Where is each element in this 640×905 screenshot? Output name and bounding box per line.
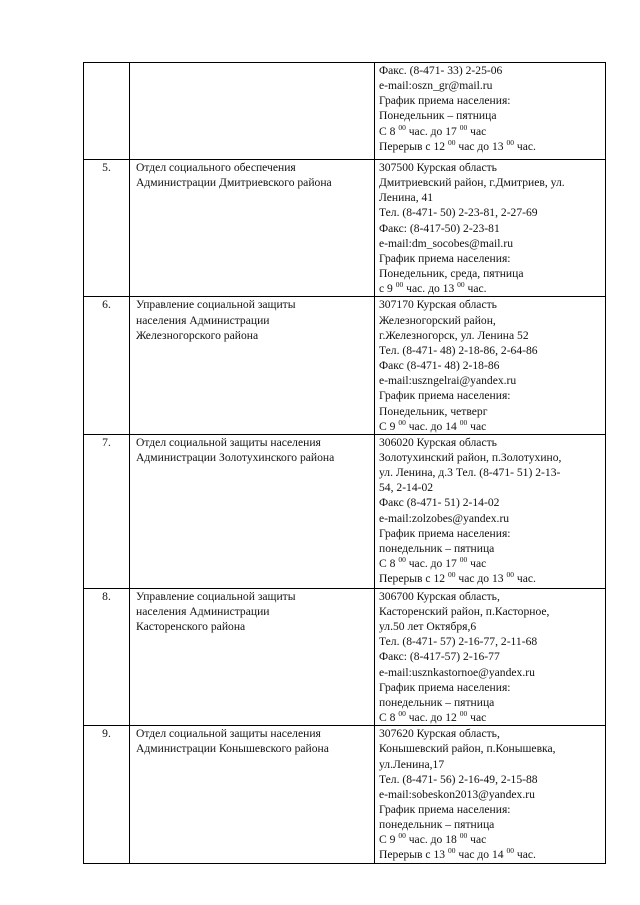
offices-table-body (84, 63, 606, 864)
superscript-minutes: 00 (447, 570, 456, 580)
superscript-minutes: 00 (398, 555, 406, 565)
contact-line: e-mail:usznkastornoe@yandex.ru (379, 665, 535, 679)
table-row (84, 588, 606, 725)
contact-line: с 9 $^{00}$ час. до 13 $^{00}$ час. (379, 280, 487, 296)
contact-line: С 8 $^{00}$ час. до 17 $^{00}$ час (379, 122, 487, 138)
organization-line: Отдел социальной защиты населения (136, 727, 321, 741)
contact-line: График приема населения: (379, 803, 511, 816)
row-number-cell: 5. (84, 160, 130, 297)
contact-line: понедельник – пятница (379, 818, 495, 832)
contact-line: Факс (8-471- 51) 2-14-02 (379, 496, 500, 510)
table-row (84, 434, 606, 588)
contact-line: г.Железногорск, ул. Ленина 52 (379, 328, 529, 342)
contact-line: Факс: (8-417-57) 2-16-77 (379, 650, 500, 664)
contact-line: Тел. (8-471- 50) 2-23-81, 2-27-69 (379, 206, 538, 220)
offices-table (83, 62, 606, 864)
organization-line: Администрации Конышевского района (136, 742, 329, 756)
contact-line: Понедельник – пятница (379, 109, 497, 123)
contact-line: e-mail:zolzobes@yandex.ru (379, 511, 510, 525)
superscript-minutes: 00 (447, 137, 456, 147)
document-page (83, 62, 606, 864)
superscript-minutes: 00 (395, 280, 404, 290)
contact-line: Понедельник, среда, пятница (379, 267, 524, 281)
contact-line: С 8 $^{00}$ час. до 17 $^{00}$ час (379, 555, 487, 571)
contact-line: С 8 $^{00}$ час. до 12 $^{00}$ час (379, 709, 487, 725)
organization-cell (130, 588, 375, 725)
contact-cell (375, 726, 606, 863)
organization-line: населения Администрации (136, 313, 270, 327)
superscript-minutes: 00 (459, 831, 468, 841)
superscript-minutes: 00 (459, 417, 468, 427)
contact-cell (375, 63, 606, 160)
organization-line: Администрации Дмитриевского района (136, 176, 332, 190)
organization-line: населения Администрации (136, 604, 270, 618)
contact-line: e-mail:uszngelrai@yandex.ru (379, 374, 517, 388)
contact-line: График приема населения: (379, 389, 511, 403)
contact-line: Золотухинский район, п.Золотухино, (379, 450, 562, 464)
contact-line: Перерыв с 12 $^{00}$ час до 13 $^{00}$ час. (379, 570, 536, 586)
contact-line: Тел. (8-471- 48) 2-18-86, 2-64-86 (379, 343, 538, 357)
superscript-minutes: 00 (398, 417, 406, 427)
organization-line: Управление социальной защиты (136, 589, 296, 603)
contact-line: Факс (8-471- 48) 2-18-86 (379, 359, 500, 373)
contact-line: 306020 Курская область (379, 435, 497, 449)
organization-line: Отдел социального обеспечения (136, 161, 296, 174)
organization-line: Отдел социальной защиты населения (136, 435, 321, 449)
contact-cell (375, 160, 606, 297)
contact-line: С 9 $^{00}$ час. до 18 $^{00}$ час (379, 831, 487, 847)
contact-line: График приема населения: (379, 251, 511, 265)
contact-line: Тел. (8-471- 57) 2-16-77, 2-11-68 (379, 635, 538, 649)
contact-line: e-mail:dm_socobes@mail.ru (379, 236, 513, 250)
superscript-minutes: 00 (398, 122, 406, 132)
organization-line: Касторенского района (136, 620, 246, 634)
organization-cell (130, 160, 375, 297)
row-number-cell (84, 63, 130, 160)
contact-line: e-mail:sobeskon2013@yandex.ru (379, 787, 535, 801)
table-row (84, 297, 606, 434)
contact-line: ул. Ленина, д.3 Тел. (8-471- 51) 2-13- (379, 466, 561, 480)
contact-line: Ленина, 41 (379, 191, 434, 205)
organization-cell (130, 63, 375, 160)
contact-line: 306700 Курская область, (379, 589, 500, 603)
row-number-cell: 9. (84, 726, 130, 863)
organization-cell (130, 297, 375, 434)
row-number-cell: 7. (84, 434, 130, 588)
contact-cell (375, 434, 606, 588)
contact-line: ул.50 лет Октября,6 (379, 620, 477, 634)
table-row (84, 160, 606, 297)
organization-cell (130, 726, 375, 863)
contact-line: Тел. (8-471- 56) 2-16-49, 2-15-88 (379, 772, 538, 786)
contact-line: Факс: (8-417-50) 2-23-81 (379, 221, 500, 235)
contact-line: Дмитриевский район, г.Дмитриев, ул. (379, 176, 565, 190)
contact-line: 307500 Курская область (379, 161, 497, 174)
contact-line: Перерыв с 13 $^{00}$ час до 14 $^{00}$ час. (379, 846, 536, 862)
superscript-minutes: 00 (459, 555, 468, 565)
contact-line: Перерыв с 12 $^{00}$ час до 13 $^{00}$ час. (379, 137, 536, 153)
contact-line: 54, 2-14-02 (379, 481, 434, 495)
contact-line: Понедельник, четверг (379, 404, 488, 418)
superscript-minutes: 00 (506, 846, 514, 856)
organization-line: Администрации Золотухинского района (136, 450, 335, 464)
contact-line: 307620 Курская область, (379, 727, 500, 741)
table-row (84, 63, 606, 160)
contact-line: Касторенский район, п.Касторное, (379, 604, 550, 618)
contact-cell (375, 297, 606, 434)
row-number-cell: 6. (84, 297, 130, 434)
organization-line: Управление социальной защиты (136, 298, 296, 312)
table-row (84, 726, 606, 863)
contact-cell (375, 588, 606, 725)
superscript-minutes: 00 (447, 846, 456, 856)
contact-line: График приема населения: (379, 526, 511, 540)
contact-line: e-mail:oszn_gr@mail.ru (379, 79, 493, 93)
contact-line: Конышевский район, п.Конышевка, (379, 742, 556, 756)
superscript-minutes: 00 (457, 280, 465, 290)
contact-line: понедельник – пятница (379, 695, 495, 709)
row-number-cell: 8. (84, 588, 130, 725)
contact-line: Железногорский район, (379, 313, 496, 327)
superscript-minutes: 00 (459, 709, 468, 719)
contact-line: С 9 $^{00}$ час. до 14 $^{00}$ час (379, 417, 487, 433)
superscript-minutes: 00 (398, 831, 406, 841)
superscript-minutes: 00 (506, 137, 514, 147)
contact-line: 307170 Курская область (379, 298, 497, 312)
organization-cell (130, 434, 375, 588)
contact-line: понедельник – пятница (379, 541, 495, 555)
superscript-minutes: 00 (459, 122, 468, 132)
contact-line: Факс. (8-471- 33) 2-25-06 (379, 64, 503, 77)
contact-line: ул.Ленина,17 (379, 757, 445, 771)
superscript-minutes: 00 (506, 570, 514, 580)
contact-line: График приема населения: (379, 94, 511, 108)
organization-line: Железногорского района (136, 328, 259, 342)
superscript-minutes: 00 (398, 709, 406, 719)
contact-line: График приема населения: (379, 680, 511, 694)
